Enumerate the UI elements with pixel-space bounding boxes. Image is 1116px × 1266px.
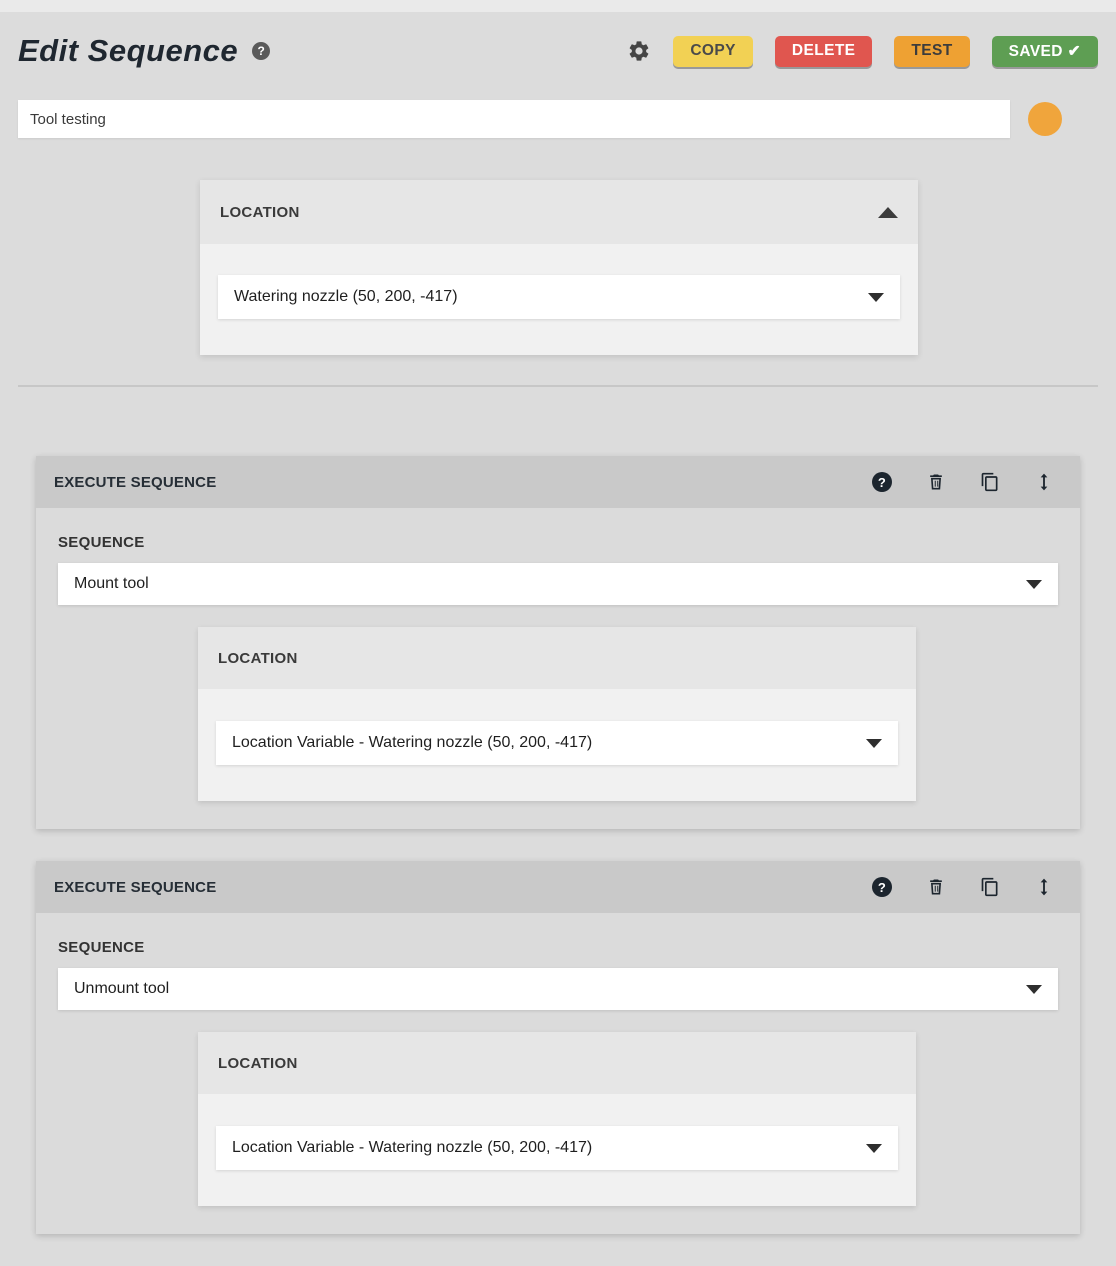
location-variable-value: Location Variable - Watering nozzle (50, 200, -417) bbox=[232, 1139, 593, 1156]
sequence-dropdown[interactable] bbox=[58, 968, 1058, 1010]
nested-location-block bbox=[198, 627, 916, 801]
delete-button[interactable]: DELETE bbox=[775, 36, 873, 67]
page-title: Edit Sequence bbox=[18, 33, 239, 68]
sequence-name-row bbox=[18, 100, 1098, 138]
copy-button[interactable]: COPY bbox=[673, 36, 753, 67]
step-title: EXECUTE SEQUENCE bbox=[54, 878, 217, 896]
copy-step-icon[interactable] bbox=[980, 472, 1000, 492]
save-button[interactable]: SAVED ✔ bbox=[992, 36, 1098, 67]
step-toolbar bbox=[872, 472, 1062, 492]
section-divider bbox=[18, 385, 1098, 387]
location-label: LOCATION bbox=[220, 203, 300, 221]
nested-location-block bbox=[198, 1032, 916, 1206]
step-execute-sequence-1 bbox=[36, 456, 1080, 829]
location-variable-value: Watering nozzle (50, 200, -417) bbox=[234, 288, 458, 305]
location-block-body bbox=[198, 1094, 916, 1206]
copy-step-icon[interactable] bbox=[980, 877, 1000, 897]
location-variable-dropdown[interactable] bbox=[218, 275, 900, 319]
sequence-dropdown-value: Mount tool bbox=[74, 575, 149, 592]
location-block-body bbox=[198, 689, 916, 801]
move-step-icon[interactable] bbox=[1034, 472, 1054, 492]
location-variable-dropdown[interactable] bbox=[216, 1126, 898, 1170]
color-picker[interactable] bbox=[1028, 102, 1062, 136]
location-variable-value: Location Variable - Watering nozzle (50, 200, -417) bbox=[232, 734, 593, 751]
step-header bbox=[36, 456, 1080, 508]
location-block-header bbox=[198, 627, 916, 689]
dropdown-caret-icon bbox=[1026, 580, 1042, 589]
sequence-dropdown[interactable] bbox=[58, 563, 1058, 605]
location-block-body bbox=[200, 244, 918, 355]
test-button[interactable]: TEST bbox=[894, 36, 969, 67]
dropdown-caret-icon bbox=[866, 1144, 882, 1153]
step-help-icon[interactable]: ? bbox=[872, 877, 892, 897]
step-body bbox=[36, 913, 1080, 1234]
sequence-dropdown-value: Unmount tool bbox=[74, 980, 170, 997]
help-icon[interactable]: ? bbox=[252, 42, 270, 60]
sequence-label: SEQUENCE bbox=[58, 534, 145, 551]
dropdown-caret-icon bbox=[1026, 985, 1042, 994]
sequence-editor-page bbox=[0, 26, 1116, 1254]
location-label: LOCATION bbox=[218, 649, 298, 667]
trash-icon[interactable] bbox=[926, 877, 946, 897]
page-header bbox=[18, 26, 1098, 76]
step-toolbar bbox=[872, 877, 1062, 897]
location-block-header bbox=[198, 1032, 916, 1094]
location-label: LOCATION bbox=[218, 1054, 298, 1072]
dropdown-caret-icon bbox=[866, 739, 882, 748]
sequence-label: SEQUENCE bbox=[58, 939, 145, 956]
move-step-icon[interactable] bbox=[1034, 877, 1054, 897]
step-help-icon[interactable]: ? bbox=[872, 472, 892, 492]
gear-icon[interactable] bbox=[627, 39, 651, 63]
collapse-arrow-icon[interactable] bbox=[878, 207, 898, 218]
top-strip bbox=[0, 0, 1116, 12]
dropdown-caret-icon bbox=[868, 293, 884, 302]
variables-block bbox=[200, 180, 918, 355]
step-body bbox=[36, 508, 1080, 829]
step-title: EXECUTE SEQUENCE bbox=[54, 473, 217, 491]
step-header bbox=[36, 861, 1080, 913]
location-variable-dropdown[interactable] bbox=[216, 721, 898, 765]
location-block-header bbox=[200, 180, 918, 244]
step-execute-sequence-2 bbox=[36, 861, 1080, 1234]
trash-icon[interactable] bbox=[926, 472, 946, 492]
sequence-name-input[interactable] bbox=[18, 100, 1010, 138]
